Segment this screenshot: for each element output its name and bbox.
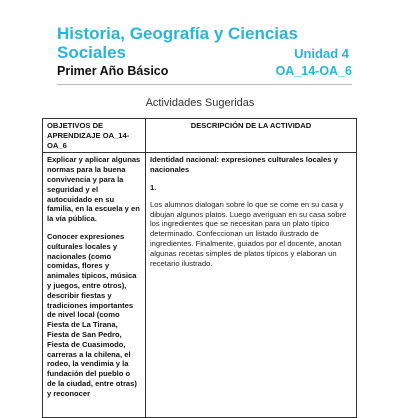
objective-item: Explicar y aplicar algunas normas para la buena convivencia y para la seguridad y el autocuidado en su familia, en la escuela y en la vía pública. bbox=[47, 155, 141, 224]
activity-title: Identidad nacional: expresiones culturales locales y nacionales bbox=[150, 155, 338, 175]
grade-label: Primer Año Básico bbox=[57, 64, 169, 78]
activity-description: Los alumnos dialogan sobre lo que se come en su casa y dibujan algunos platos. Luego averiguan en su casa sobre los ingredientes que se necesitan para un plato típico determinado. Confeccionan un listado ilustrado de ingredientes. Finalmente, guiados por el docente, anotan algunas recetas simples de platos típicos y elaboran un recetario ilustrado. bbox=[150, 199, 347, 268]
objectives-cell bbox=[43, 153, 146, 418]
document-title-line-2: Sociales bbox=[57, 43, 126, 62]
activity-number: 1. bbox=[150, 182, 157, 192]
header-divider bbox=[57, 84, 352, 85]
table-header-row bbox=[43, 119, 357, 153]
table-row bbox=[43, 153, 357, 418]
description-column-header: DESCRIPCIÓN DE LA ACTIVIDAD bbox=[146, 119, 357, 153]
activities-table bbox=[42, 118, 357, 418]
unit-label: Unidad 4 bbox=[294, 46, 349, 61]
title-row-2 bbox=[57, 43, 352, 62]
objective-item: Conocer expresiones culturales locales y nacionales (como comidas, flores y animales típicos, música y juegos, entre otros), describir fiestas y tradiciones importantes de nivel local (como Fiesta de La Tirana, Fiesta de San Pedro, Fiesta de Cuasimodo, carreras a la chilena, el rodeo, la vendimia y la fundación del pueblo o de la ciudad, entre otras) y reconocer bbox=[47, 231, 137, 398]
oa-code-label: OA_14-OA_6 bbox=[275, 64, 352, 78]
objectives-column-header: OBJETIVOS DE APRENDIZAJE OA_14-OA_6 bbox=[43, 119, 146, 153]
subtitle-row bbox=[57, 64, 352, 78]
document-title-line-1: Historia, Geografía y Ciencias bbox=[57, 24, 298, 43]
section-title: Actividades Sugeridas bbox=[145, 97, 255, 109]
description-cell bbox=[146, 153, 357, 418]
document-header bbox=[57, 24, 352, 78]
